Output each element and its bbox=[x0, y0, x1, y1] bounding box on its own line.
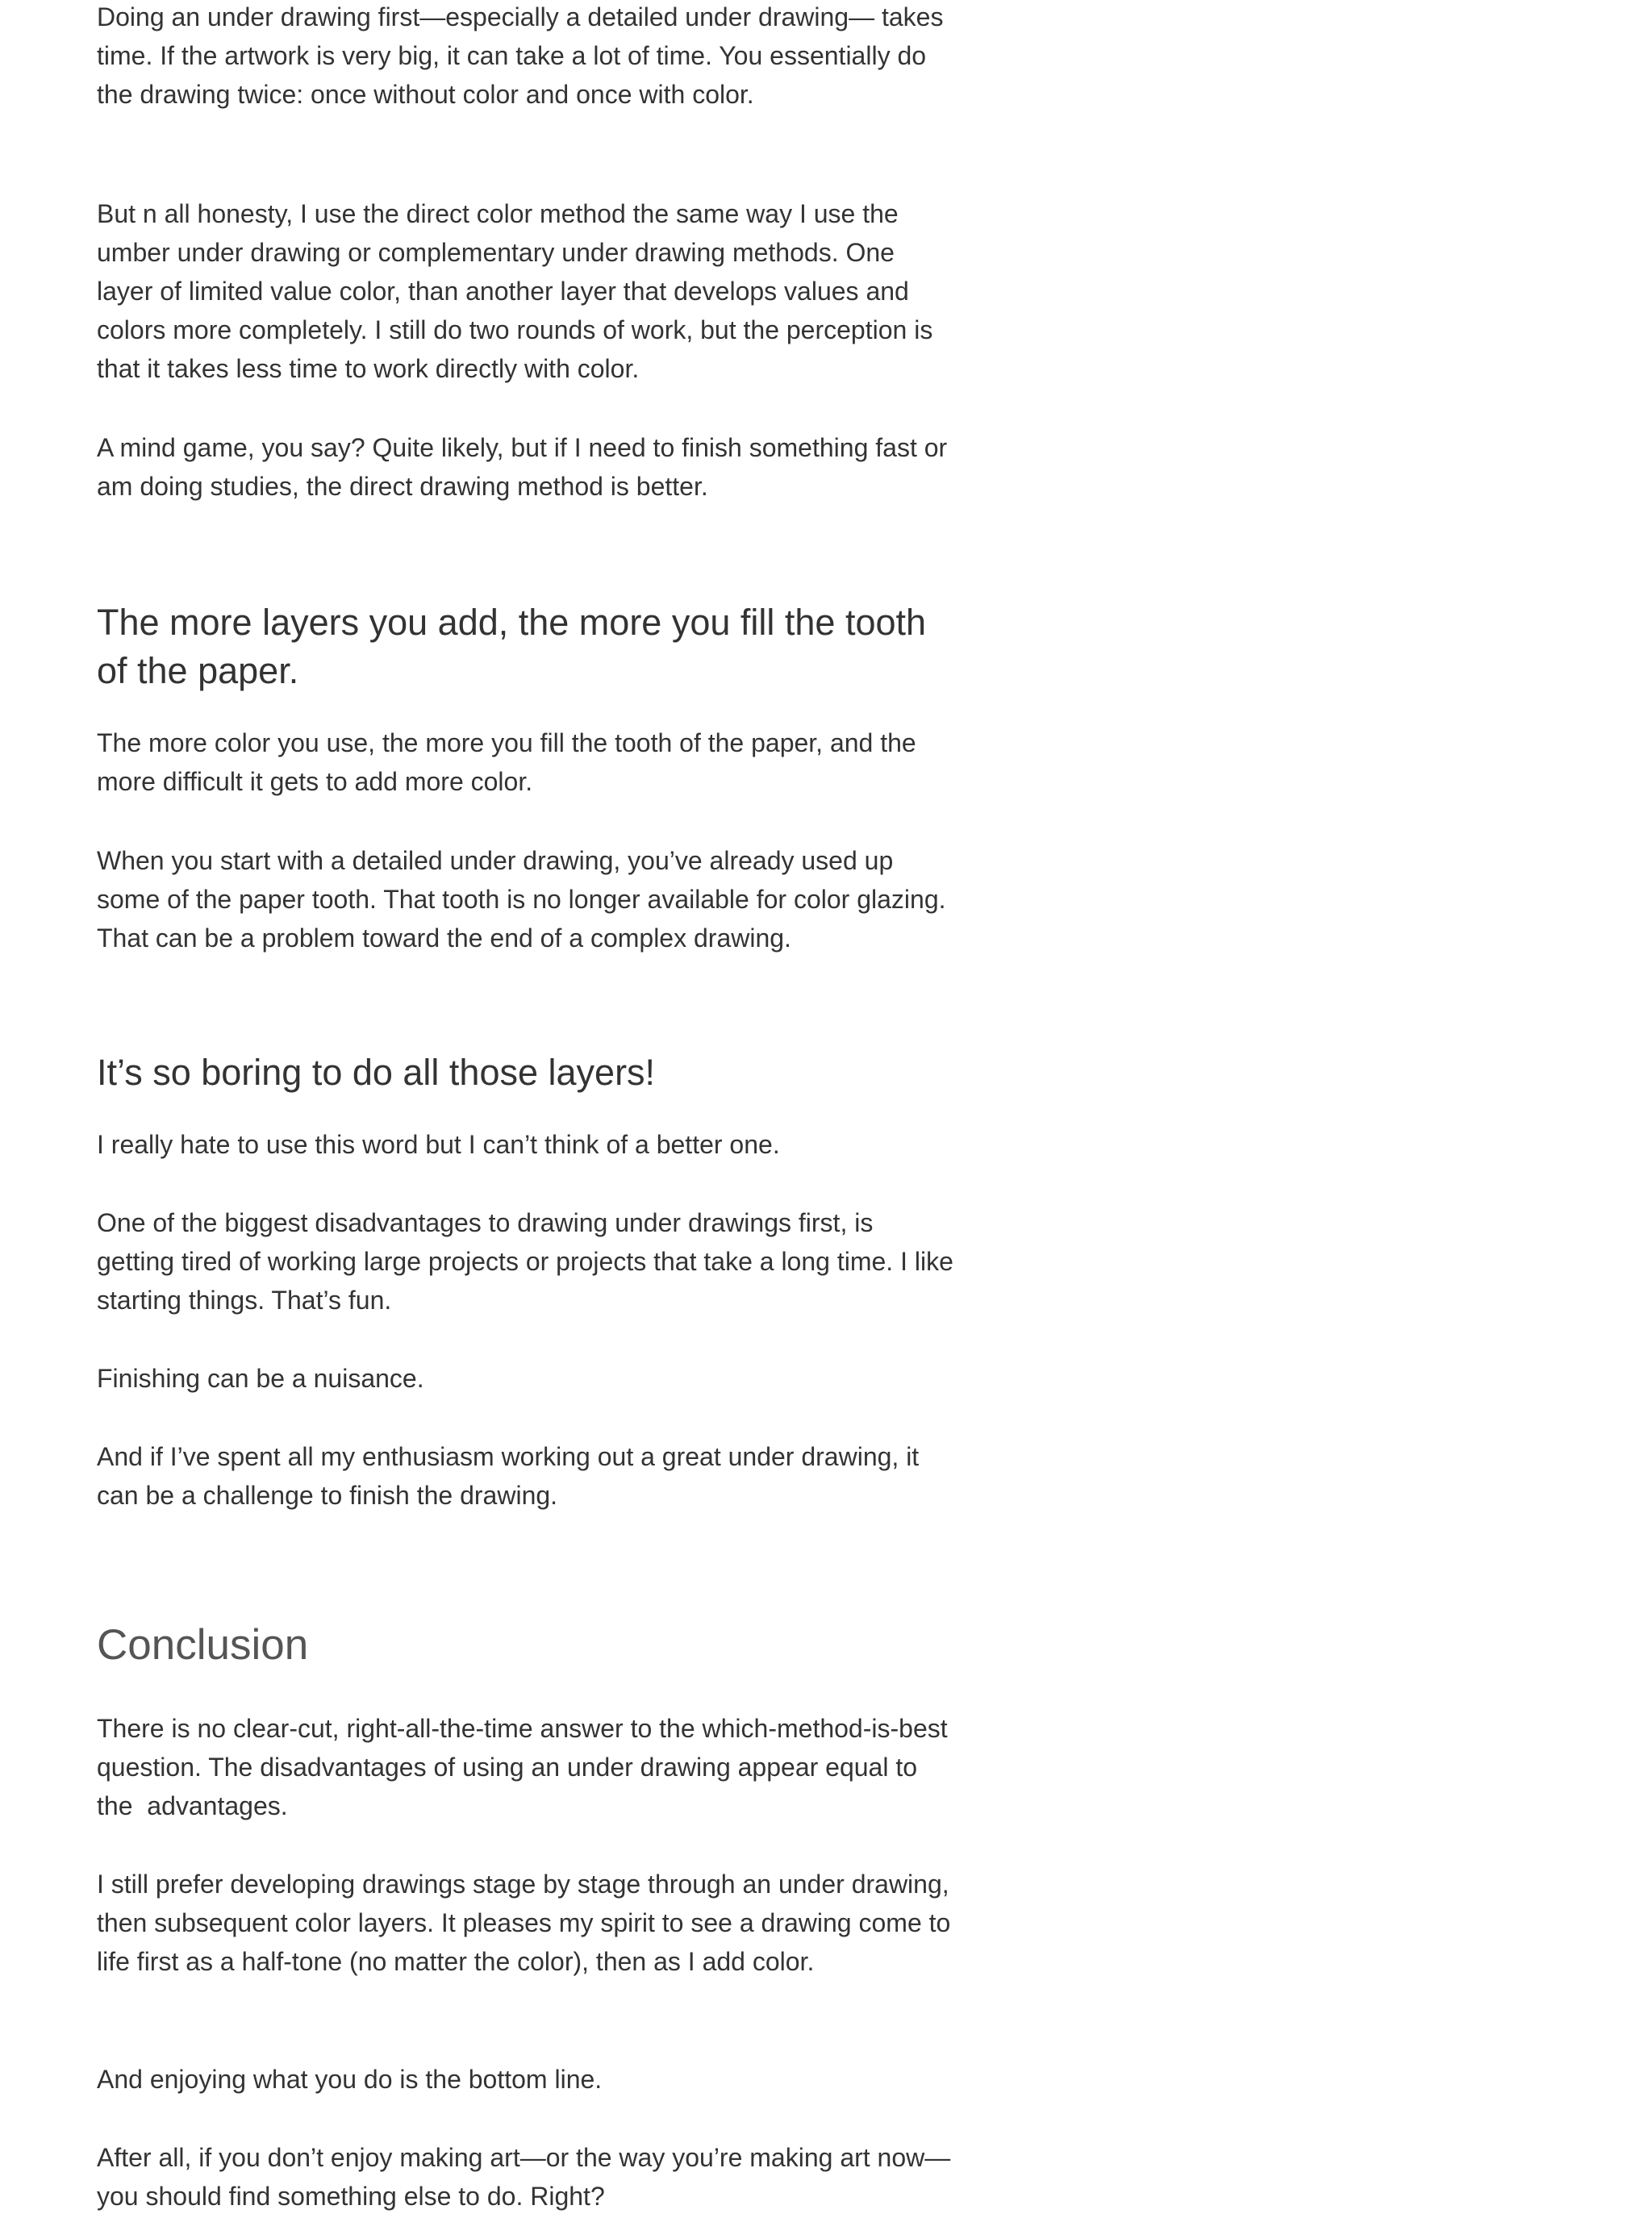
intro-paragraph-1: Doing an under drawing first—especially a detailed under drawing— takes time. If the artwork is very big, it can take a lot of time. You essentially do the drawing twice: once without color and once with color. bbox=[97, 2, 944, 109]
tooth-paragraph-2: When you start with a detailed under drawing, you’ve already used up some of the paper tooth. That tooth is no longer available for color glazing. That can be a problem toward the end of a complex drawing. bbox=[97, 846, 946, 953]
conclusion-paragraph-3: And enjoying what you do is the bottom line. bbox=[97, 2065, 603, 2094]
intro-paragraph-2: But n all honesty, I use the direct color method the same way I use the umber under drawing or complementary under drawing methods. One layer of limited value color, than another layer that develops values and colors more completely. I still do two rounds of work, but the perception is that it takes less time to work directly with color. bbox=[97, 199, 933, 383]
conclusion-paragraph-1: There is no clear-cut, right-all-the-time answer to the which-method-is-best question. The disadvantages of using an under drawing appear equal to the advantages. bbox=[97, 1714, 948, 1820]
conclusion-paragraph-4: After all, if you don’t enjoy making art—or the way you’re making art now—you should find something else to do. Right? bbox=[97, 2143, 951, 2211]
heading-boring-layers: It’s so boring to do all those layers! bbox=[97, 1052, 656, 1093]
boring-paragraph-3: Finishing can be a nuisance. bbox=[97, 1364, 424, 1393]
conclusion-paragraph-2: I still prefer developing drawings stage by stage through an under drawing, then subsequent color layers. It pleases my spirit to see a drawing come to life first as a half-tone (no matter the color), then as I add color. bbox=[97, 1870, 951, 1976]
boring-paragraph-2: One of the biggest disadvantages to drawing under drawings first, is getting tired of working large projects or projects that take a long time. I like starting things. That’s fun. bbox=[97, 1208, 953, 1315]
boring-paragraph-4: And if I’ve spent all my enthusiasm working out a great under drawing, it can be a challenge to finish the drawing. bbox=[97, 1442, 920, 1510]
boring-paragraph-1: I really hate to use this word but I can’t think of a better one. bbox=[97, 1130, 780, 1159]
heading-conclusion: Conclusion bbox=[97, 1621, 309, 1669]
tooth-paragraph-1: The more color you use, the more you fill the tooth of the paper, and the more difficult it gets to add more color. bbox=[97, 728, 916, 796]
heading-paper-tooth: The more layers you add, the more you fill the tooth of the paper. bbox=[97, 602, 927, 691]
intro-paragraph-3: A mind game, you say? Quite likely, but if I need to finish something fast or am doing studies, the direct drawing method is better. bbox=[97, 433, 948, 501]
